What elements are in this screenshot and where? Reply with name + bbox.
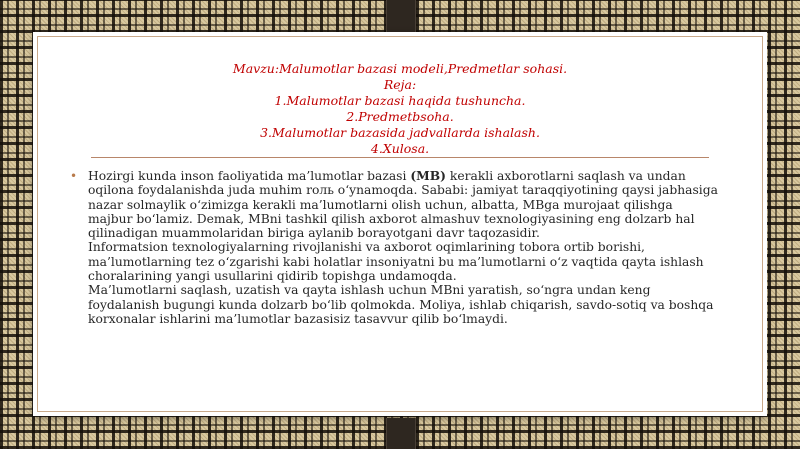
- bottom-binder-tab: [386, 418, 416, 449]
- mb-abbreviation: (MB): [410, 168, 446, 183]
- paragraph-3: Ma’lumotlarni saqlash, uzatish va qayta ishlash uchun MBni yaratish, so‘ngra undan keng foydalanish bugungi kunda dolzarb bo‘lib qolmokda. Moliya, ishlab chiqarish, savdo-sotiq va boshqa korxonalar ishlarini ma’lumotlar bazasisiz tasavvur qilib bo‘lmaydi.: [88, 283, 714, 326]
- paragraph-1-start: Hozirgi kunda inson faoliyatida ma’lumotlar bazasi: [88, 169, 411, 183]
- paragraph-2: Informatsion texnologiyalarning rivojlanishi va axborot oqimlarining tobora ortib borishi, ma’lumotlarning tez o‘zgarishi kabi holatlar insoniyatni bu ma’lumotlarni o‘z vaqtida qayta ishlash choralarining yangi usullarini qidirib topishga undamoqda.: [88, 240, 704, 284]
- topic-line: Mavzu:Malumotlar bazasi modeli,Predmetlar sohasi.: [232, 61, 568, 76]
- paragraph-1-rest: kerakli axborotlarni saqlash va undan oqilona foydalanishda juda muhim roль o‘ynamoqda. Sababi: jamiyat taraqqiyotining qaysi jabhasiga nazar solmaylik o‘zimizga kerakli ma’lumotlarni olish uchun, albatta, MBga murojaat qilishga majbur bo‘lamiz. Demak, MBni tashkil qilish axborot almashuv texnologiyasining eng dolzarb hal qilinadigan muammolaridan biriga aylanib borayotgani davr taqozasidir.: [88, 169, 718, 241]
- bullet-marker: •: [70, 169, 78, 183]
- title-divider: [91, 157, 709, 158]
- plan-item-3: 3.Malumotlar bazasida jadvallarda ishalash.: [260, 125, 540, 140]
- plan-item-4: 4.Xulosa.: [370, 141, 430, 156]
- slide-body: [70, 168, 718, 326]
- slide-title-block: [33, 61, 767, 157]
- slide-card: [33, 32, 767, 416]
- plan-label: Reja:: [383, 77, 417, 92]
- plan-item-2: 2.Predmetbsoha.: [346, 109, 454, 124]
- plan-item-1: 1.Malumotlar bazasi haqida tushuncha.: [274, 93, 526, 108]
- paragraph-1: [88, 169, 718, 240]
